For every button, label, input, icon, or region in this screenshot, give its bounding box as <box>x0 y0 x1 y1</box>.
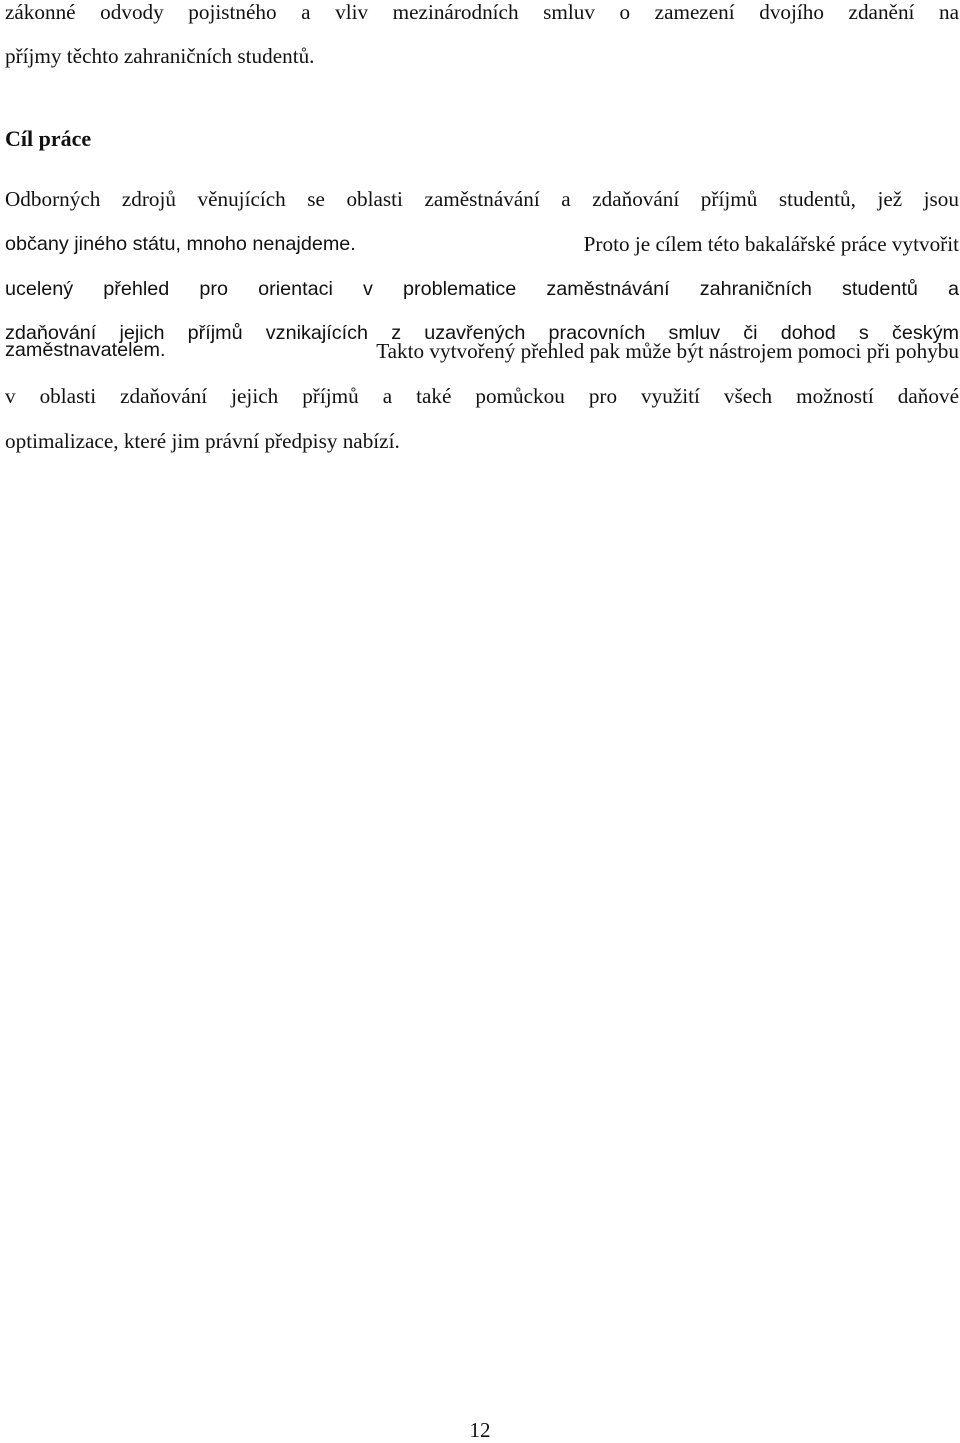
text-line: příjmy těchto zahraničních studentů. <box>5 44 315 68</box>
text-fragment-serif: Takto vytvořený přehled pak může být nástrojem pomoci při pohybu <box>376 339 959 363</box>
text-fragment-sans: občany jiného státu, mnoho nenajdeme. <box>5 233 356 255</box>
page-number: 12 <box>469 1418 491 1442</box>
text-line: optimalizace, které jim právní předpisy nabízí. <box>5 429 400 453</box>
text-line: v oblasti zdaňování jejich příjmů a také pomůckou pro využití všech možností daňové <box>5 384 959 408</box>
text-line: zdaňování jejich příjmů vznikajících z uzavřených pracovních smluv či dohod s českým <box>5 322 959 344</box>
text-fragment-serif: Proto je cílem této bakalářské práce vytvořit <box>583 232 959 256</box>
mixed-text-line <box>5 233 959 256</box>
text-fragment-sans: zaměstnavatelem. <box>5 339 166 361</box>
text-line: zákonné odvody pojistného a vliv mezinárodních smluv o zamezení dvojího zdanění na <box>5 0 959 24</box>
mixed-text-line <box>5 339 959 362</box>
text-line: Odborných zdrojů věnujících se oblasti zaměstnávání a zdaňování příjmů studentů, jež jsou <box>5 187 959 211</box>
text-line: ucelený přehled pro orientaci v problematice zaměstnávání zahraničních studentů a <box>5 278 959 300</box>
section-heading: Cíl práce <box>5 126 92 151</box>
